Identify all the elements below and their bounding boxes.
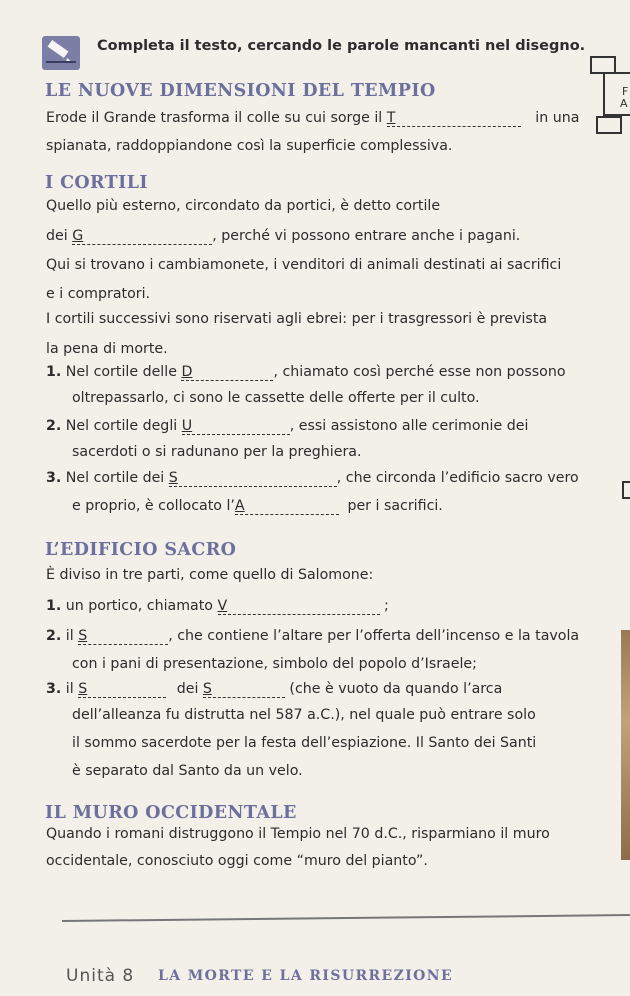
paragraph-line: e i compratori.	[46, 286, 151, 302]
paragraph-line: I cortili successivi sono riservati agli ebrei: per i trasgressori è prevista	[46, 311, 548, 327]
list-item: 2. Nel cortile degli U , essi assistono alle cerimonie dei	[46, 418, 529, 434]
divider	[62, 914, 630, 921]
fill-blank[interactable]: T	[387, 110, 521, 127]
pencil-icon	[42, 36, 80, 70]
paragraph-line: oltrepassarlo, ci sono le cassette delle offerte per il culto.	[72, 390, 480, 406]
fill-blank[interactable]: V	[218, 598, 380, 615]
paragraph-line: dei G , perché vi possono entrare anche i pagani.	[46, 228, 521, 244]
paragraph-line: con i pani di presentazione, simbolo del popolo d’Israele;	[72, 656, 477, 672]
paragraph-line: e proprio, è collocato l’A per i sacrifici.	[72, 498, 443, 514]
section-title-courtyards: I CORTILI	[45, 173, 148, 193]
paragraph-line: il sommo sacerdote per la festa dell’espiazione. Il Santo dei Santi	[72, 735, 537, 751]
paragraph-line: occidentale, conosciuto oggi come “muro del pianto”.	[46, 853, 428, 869]
paragraph-line: dell’alleanza fu distrutta nel 587 a.C.), nel quale può entrare solo	[72, 707, 536, 723]
fill-blank[interactable]: S	[78, 681, 166, 698]
list-item: 3. Nel cortile dei S , che circonda l’edificio sacro vero	[46, 470, 579, 486]
fill-blank[interactable]: S	[203, 681, 285, 698]
list-item: 2. il S , che contiene l’altare per l’offerta dell’incenso e la tavola	[46, 628, 580, 644]
paragraph-line: spianata, raddoppiandone così la superficie complessiva.	[46, 138, 453, 154]
section-title-new-dimensions: LE NUOVE DIMENSIONI DEL TEMPIO	[45, 81, 436, 101]
paragraph-line: È diviso in tre parti, come quello di Salomone:	[46, 567, 374, 583]
list-item: 1. un portico, chiamato V ;	[46, 598, 389, 614]
fill-blank[interactable]: D	[181, 364, 273, 381]
section-title-sacred-building: L’EDIFICIO SACRO	[45, 540, 237, 560]
instruction-text: Completa il testo, cercando le parole mancanti nel disegno.	[97, 38, 586, 54]
fill-blank[interactable]: A	[235, 498, 339, 515]
fill-blank[interactable]: S	[78, 628, 168, 645]
unit-title: LA MORTE E LA RISURREZIONE	[158, 968, 454, 984]
paragraph-line: è separato dal Santo da un velo.	[72, 763, 303, 779]
list-item: 1. Nel cortile delle D , chiamato così perché esse non possono	[46, 364, 566, 380]
fill-blank[interactable]: S	[169, 470, 337, 487]
fill-blank[interactable]: G	[72, 228, 212, 245]
paragraph-line: la pena di morte.	[46, 341, 168, 357]
paragraph-line: sacerdoti o si radunano per la preghiera.	[72, 444, 362, 460]
paragraph-line: Quello più esterno, circondato da portici, è detto cortile	[46, 198, 441, 214]
paragraph-line: Erode il Grande trasforma il colle su cui sorge il T in una	[46, 110, 580, 126]
paragraph-line: Quando i romani distruggono il Tempio nel 70 d.C., risparmiano il muro	[46, 826, 550, 842]
list-item: 3. il S dei S (che è vuoto da quando l’arca	[46, 681, 503, 697]
unit-label: Unità 8	[66, 966, 135, 986]
paragraph-line: Qui si trovano i cambiamonete, i venditori di animali destinati ai sacrifici	[46, 257, 562, 273]
fill-blank[interactable]: U	[182, 418, 290, 435]
section-title-western-wall: IL MURO OCCIDENTALE	[45, 803, 297, 823]
